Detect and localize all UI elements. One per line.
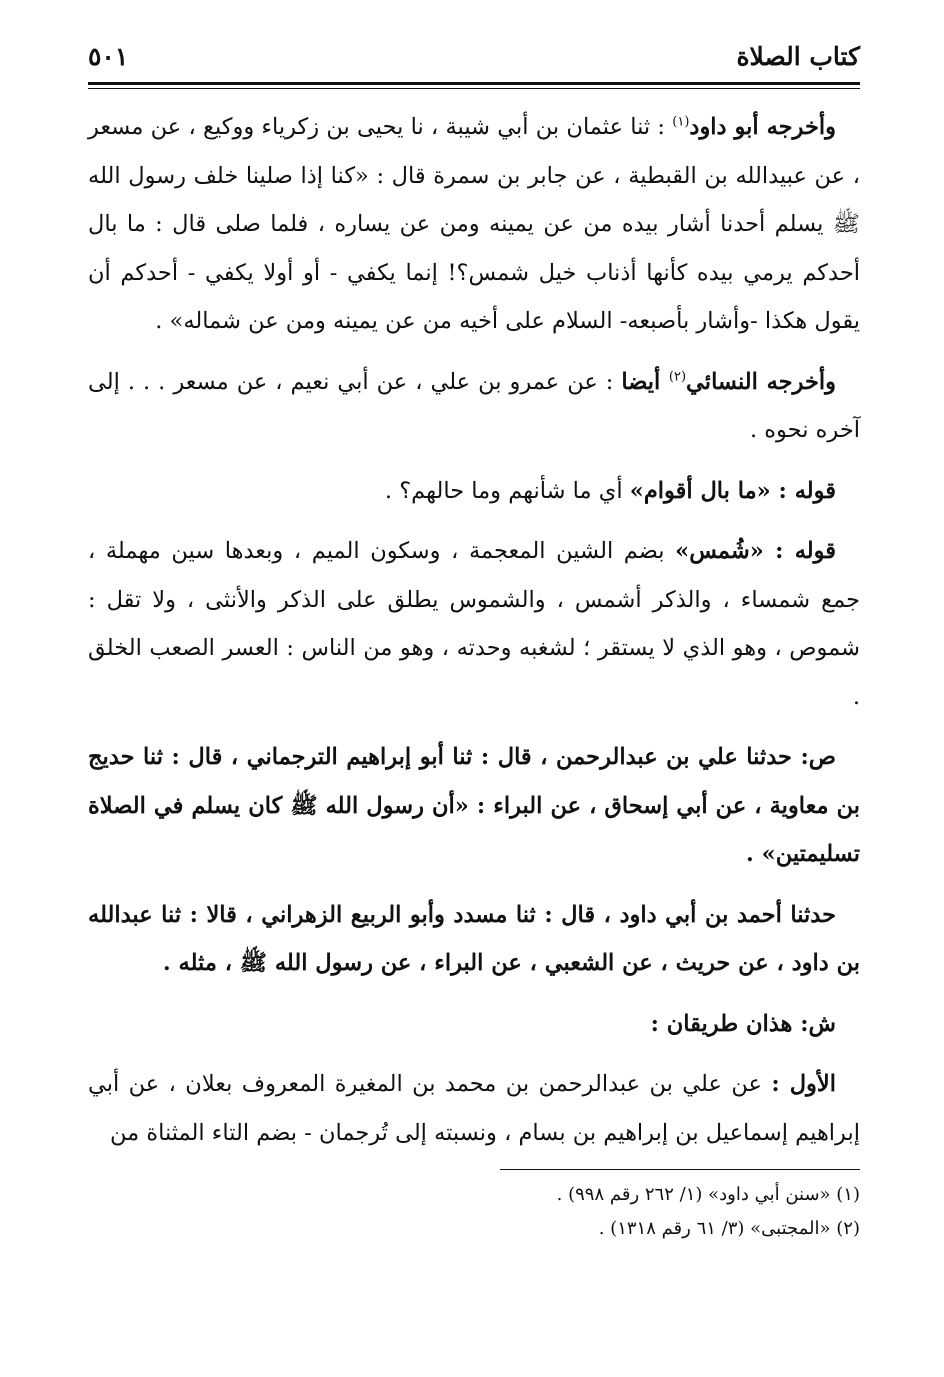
footnote-2: (٢) «المجتبى» (٣/ ٦١ رقم ١٣١٨) . (598, 1218, 860, 1239)
header-rule-thick (88, 82, 860, 85)
paragraph-lead: قوله : «ما بال أقوام» (629, 477, 836, 504)
paragraph-abu-dawud (88, 103, 860, 346)
page-body (88, 103, 860, 1157)
paragraph-lead: الأول : (771, 1071, 837, 1097)
footnote-divider (500, 1169, 860, 1170)
paragraph-text: : عن عمرو بن علي ، عن أبي نعيم ، عن مسعر . . . إلى آخره نحوه . (88, 368, 860, 443)
page-header (88, 34, 860, 80)
footnotes (88, 1178, 860, 1246)
paragraph-ma-bal-aqwam (88, 467, 860, 516)
paragraph-lead: وأخرجه النسائي (686, 368, 836, 395)
paragraph-text: حدثنا أحمد بن أبي داود ، قال : ثنا مسدد وأبو الربيع الزهراني ، قالا : ثنا عبدالله بن داود ، عن حريث ، عن الشعبي ، عن البراء ، عن رسول الله ﷺ ، مثله . (88, 901, 860, 976)
paragraph-hadith-text-2 (88, 891, 860, 988)
paragraph-text: بضم الشين المعجمة ، وسكون الميم ، وبعدها سين مهملة ، جمع شمساء ، والذكر أشمس ، والشموس يطلق على الذكر والأنثى ، ولا تقل : شموص ، وهو الذي لا يستقر ؛ لشغبه وحدته ، وهو من الناس : العسر الصعب الخلق . (88, 538, 860, 710)
header-rule-thin (88, 88, 860, 89)
paragraph-text: ص: حدثنا علي بن عبدالرحمن ، قال : ثنا أبو إبراهيم الترجماني ، قال : ثنا حديج بن معاوية ، عن أبي إسحاق ، عن البراء : «أن رسول الله ﷺ كان يسلم في الصلاة تسليمتين» . (88, 744, 860, 867)
paragraph-text: : ثنا عثمان بن أبي شيبة ، نا يحيى بن زكرياء ووكيع ، عن مسعر ، عن عبيدالله بن القبطية ، عن جابر بن سمرة قال : «كنا إذا صلينا خلف رسول الله ﷺ يسلم أحدنا أشار بيده من عن يمينه ومن عن يساره ، فلما صلى قال : ما بال أحدكم يرمي بيده كأنها أذناب خيل شمس؟! إنما يكفي - أو أولا يكفي - أحدكم أن يقول هكذا -وأشار بأصبعه- السلام على أخيه من عن يمينه ومن عن شماله» . (88, 114, 860, 334)
footnote-ref: (٢) (668, 369, 687, 384)
paragraph-nasai (88, 358, 860, 455)
paragraph-text: ش: هذان طريقان : (650, 1010, 836, 1037)
book-page (88, 34, 860, 1246)
paragraph-text: عن علي بن عبدالرحمن بن محمد بن المغيرة المعروف بعلان ، عن أبي إبراهيم إسماعيل بن إبراهيم بن بسام ، ونسبته إلى تُرجمان - بضم التاء المثناة من (88, 1071, 860, 1146)
paragraph-first-route (88, 1060, 860, 1157)
running-title: كتاب الصلاة (736, 42, 860, 71)
paragraph-shums (88, 527, 860, 721)
paragraph-lead: قوله : «شُمس» (675, 538, 836, 564)
paragraph-text: أي ما شأنهم وما حالهم؟ . (384, 477, 630, 504)
page-number: ٥٠١ (88, 42, 129, 71)
paragraph-sharh-heading (88, 1000, 860, 1049)
footnote-ref: (١) (672, 114, 690, 130)
paragraph-lead-2: أيضا (621, 368, 669, 395)
footnote-1: (١) «سنن أبي داود» (١/ ٢٦٢ رقم ٩٩٨) . (556, 1184, 860, 1205)
paragraph-lead: وأخرجه أبو داود (689, 114, 836, 140)
paragraph-hadith-text-1 (88, 733, 860, 879)
